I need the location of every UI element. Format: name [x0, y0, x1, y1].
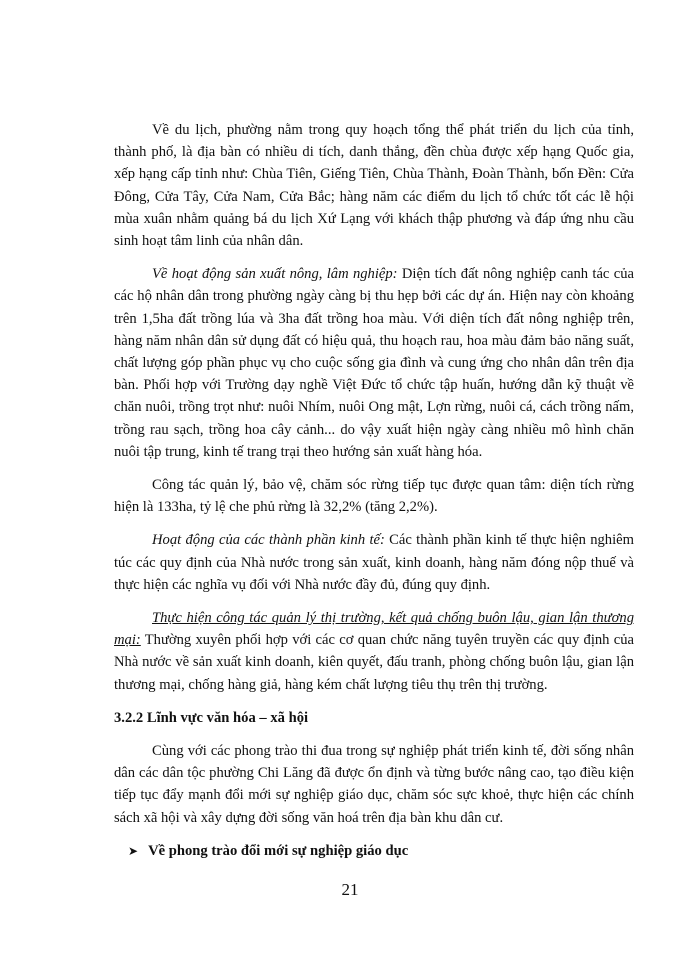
paragraph-forestry — [114, 474, 634, 518]
page-number: 21 — [341, 880, 359, 899]
paragraph-market-management — [114, 607, 634, 696]
paragraph-forestry-text: Công tác quản lý, bảo vệ, chăm sóc rừng tiếp tục được quan tâm: diện tích rừng hiện là 133ha, tỷ lệ che phủ rừng là 32,2% (tăng 2,2%). — [114, 477, 634, 516]
paragraph-agriculture-text: Diện tích đất nông nghiệp canh tác của các hộ nhân dân trong phường ngày càng bị thu hẹp bởi các dự án. Hiện nay còn khoảng trên 1,5ha đất trồng lúa và 3ha đất trồng hoa màu. Với diện tích đất nông nghiệp trên, hàng năm nhân dân sử dụng đất có hiệu quả, thu hoạch rau, hoa màu đảm bảo năng suất, chất lượng góp phần phục vụ cho cuộc sống gia đình và cung ứng cho nhân dân trên địa bàn. Phối hợp với Trường dạy nghề Việt Đức tổ chức tập huấn, hướng dẫn kỹ thuật về chăn nuôi, trồng trọt như: nuôi Nhím, nuôi Ong mật, Lợn rừng, nuôi cá, cách trồng nấm, trồng rau sạch, trồng hoa cây cảnh... do vậy xuất hiện ngày càng nhiều mô hình chăn nuôi tập trung, kinh tế trang trại theo hướng sản xuất hàng hóa. — [114, 266, 634, 460]
arrow-bullet-icon: ➤ — [128, 843, 139, 858]
paragraph-agriculture-lead: Về hoạt động sản xuất nông, lâm nghiệp: — [152, 266, 398, 283]
section-heading: 3.2.2 Lĩnh vực văn hóa – xã hội — [114, 709, 309, 726]
paragraph-culture-society-text: Cùng với các phong trào thi đua trong sự nghiệp phát triển kinh tế, đời sống nhân dân các dân tộc phường Chi Lăng đã được ổn định và từng bước nâng cao, tạo điều kiện tiếp tục đẩy mạnh đổi mới sự nghiệp giáo dục, chăm sóc sực khoẻ, thực hiện các chính sách xã hội và xây dựng đời sống văn hoá trên địa bàn khu dân cư. — [114, 743, 634, 826]
paragraph-tourism — [114, 119, 634, 252]
paragraph-economic-sectors-text: Các thành phần kinh tế thực hiện nghiêm túc các quy định của Nhà nước trong sản xuất, kinh doanh, hàng năm đóng nộp thuế và thực hiện các nghĩa vụ đối với Nhà nước đầy đủ, đúng quy định. — [114, 532, 634, 593]
paragraph-economic-sectors — [114, 529, 634, 596]
paragraph-economic-sectors-lead: Hoạt động của các thành phần kinh tế: — [152, 532, 385, 549]
paragraph-market-management-text: Thường xuyên phối hợp với các cơ quan chức năng tuyên truyền các quy định của Nhà nước về sản xuất kinh doanh, kiên quyết, đấu tranh, phòng chống buôn lậu, gian lận thương mại, chống hàng giả, hàng kém chất lượng tiêu thụ trên thị trường. — [114, 632, 634, 693]
page-content — [114, 119, 634, 862]
paragraph-culture-society — [114, 740, 634, 829]
bullet-heading — [114, 840, 634, 862]
paragraph-tourism-text: Về du lịch, phường nằm trong quy hoạch tổng thể phát triển du lịch của tỉnh, thành phố, là địa bàn có nhiều di tích, danh thắng, đền chùa được xếp hạng Quốc gia, xếp hạng cấp tỉnh như: Chùa Tiên, Giếng Tiên, Chùa Thành, Đoàn Thành, bốn Đền: Cửa Đông, Cửa Tây, Cửa Nam, Cửa Bắc; hàng năm các điểm du lịch tổ chức tốt các lễ hội mùa xuân nhằm quảng bá du lịch Xứ Lạng với khách thập phương và đáp ứng nhu cầu sinh hoạt tâm linh của nhân dân. — [114, 122, 634, 250]
paragraph-market-management-lead: Thực hiện công tác quản lý thị trường, kết quả chống buôn lậu, gian lận thương mại: — [114, 610, 634, 649]
paragraph-agriculture — [114, 263, 634, 463]
bullet-heading-text: Về phong trào đổi mới sự nghiệp giáo dục — [148, 842, 409, 859]
